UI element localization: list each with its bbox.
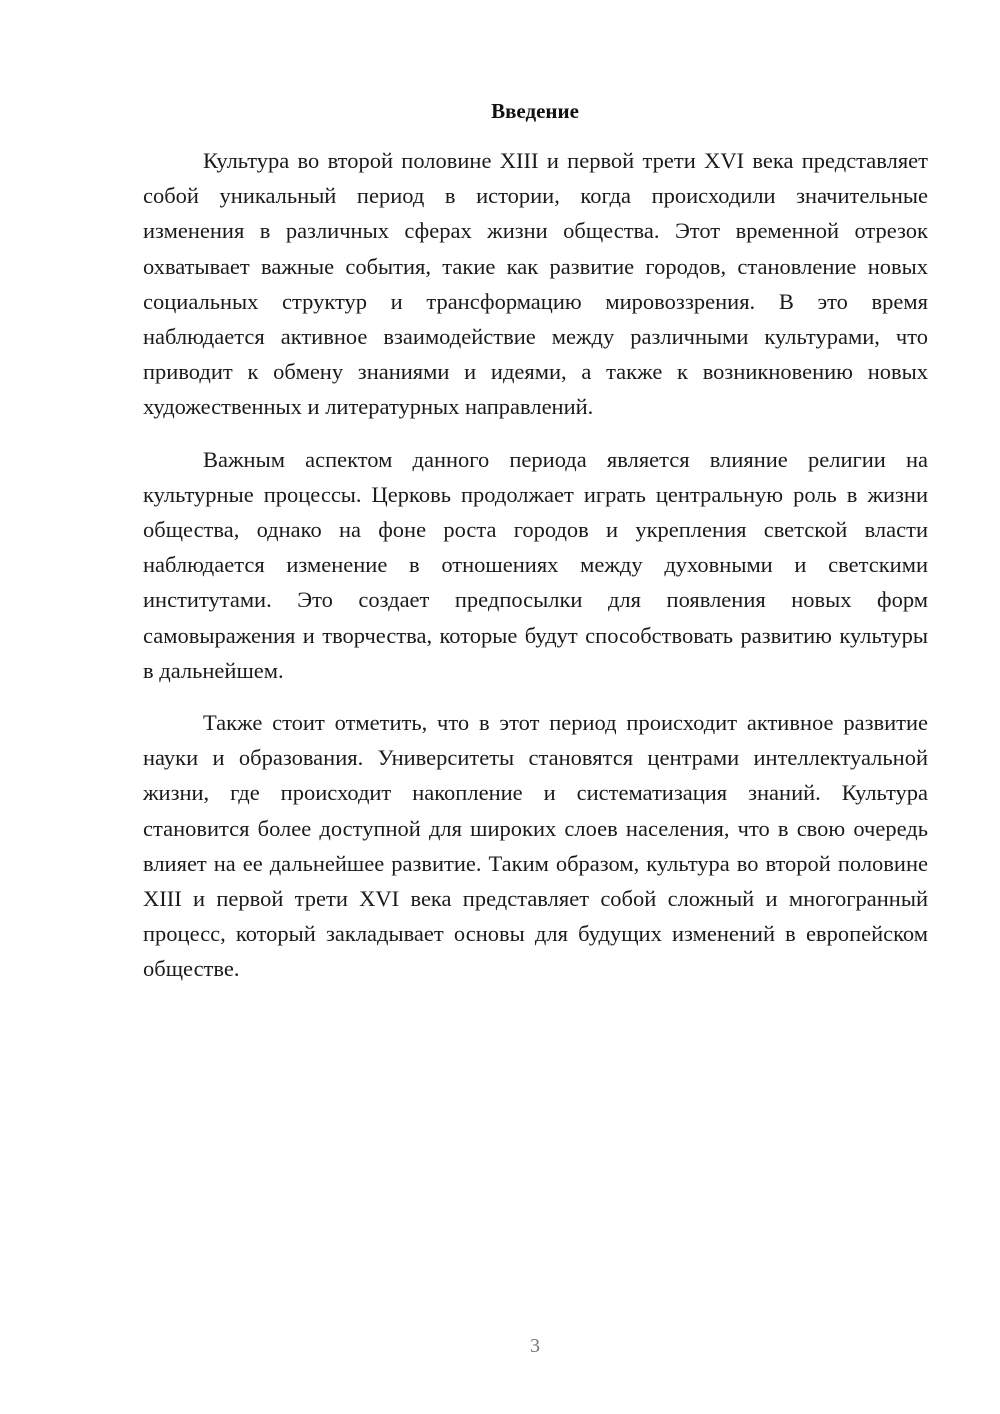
paragraph-1: Культура во второй половине XIII и первой трети XVI века представляет собой уникальный период в истории, когда происходили значительные изменения в различных сферах жизни общества. Этот временной отрезок охватывает важные события, такие как развитие городов, становление новых социальных структур и трансформацию мировоззрения. В это время наблюдается активное взаимодействие между различными культурами, что приводит к обмену знаниями и идеями, а также к возникновению новых художественных и литературных направлений. <box>143 148 928 420</box>
body-text <box>143 143 928 1004</box>
section-heading: Введение <box>491 99 579 123</box>
page-number: 3 <box>530 1335 540 1357</box>
paragraph-3: Также стоит отметить, что в этот период происходит активное развитие науки и образования. Университеты становятся центрами интеллектуальной жизни, где происходит накопление и систематизация знаний. Культура становится более доступной для широких слоев населения, что в свою очередь влияет на ее дальнейшее развитие. Таким образом, культура во второй половине XIII и первой трети XVI века представляет собой сложный и многогранный процесс, который закладывает основы для будущих изменений в европейском обществе. <box>143 710 928 982</box>
paragraph-2: Важным аспектом данного периода является влияние религии на культурные процессы. Церковь продолжает играть центральную роль в жизни общества, однако на фоне роста городов и укрепления светской власти наблюдается изменение в отношениях между духовными и светскими институтами. Это создает предпосылки для появления новых форм самовыражения и творчества, которые будут способствовать развитию культуры в дальнейшем. <box>143 446 928 683</box>
